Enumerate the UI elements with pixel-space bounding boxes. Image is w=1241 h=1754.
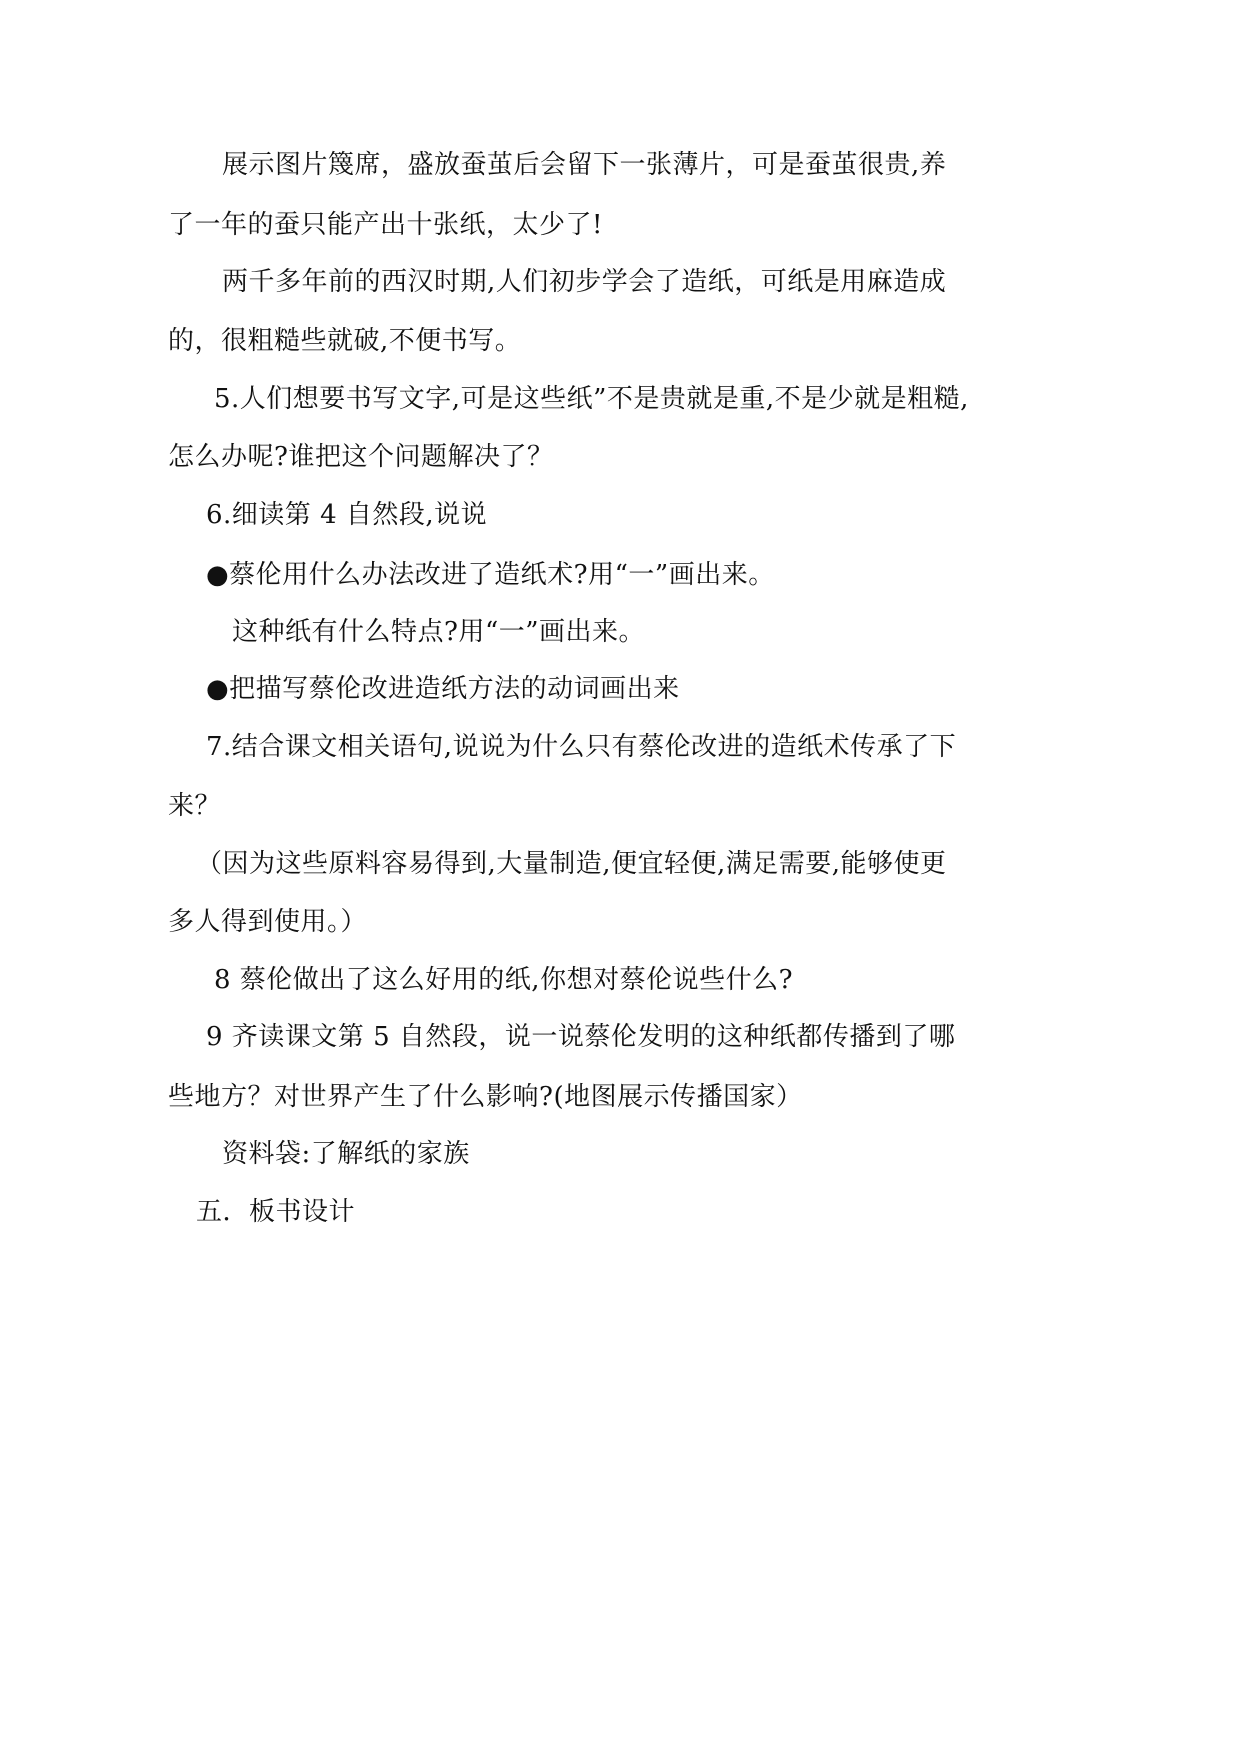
paragraph-line: 些地方？对世界产生了什么影响?(地图展示传播国家） xyxy=(168,1082,803,1112)
paragraph-line: 资料袋:了解纸的家族 xyxy=(222,1139,470,1169)
list-item: 7.结合课文相关语句,说说为什么只有蔡伦改进的造纸术传承了下 xyxy=(206,732,957,762)
list-item: 6.细读第 4 自然段,说说 xyxy=(206,500,488,530)
paragraph-line: 5.人们想要书写文字,可是这些纸”不是贵就是重,不是少就是粗糙, xyxy=(214,384,969,414)
list-item: 9 齐读课文第 5 自然段，说一说蔡伦发明的这种纸都传播到了哪 xyxy=(206,1022,956,1052)
list-item: 8 蔡伦做出了这么好用的纸,你想对蔡伦说些什么? xyxy=(214,965,794,995)
paragraph-line: 来？ xyxy=(168,791,222,821)
paragraph-line: 两千多年前的西汉时期,人们初步学会了造纸，可纸是用麻造成 xyxy=(222,267,947,297)
paragraph-line: 多人得到使用。） xyxy=(168,907,368,937)
paragraph-line: （因为这些原料容易得到,大量制造,便宜轻便,满足需要,能够使更 xyxy=(196,849,947,879)
paragraph-line: 了一年的蚕只能产出十张纸，太少了! xyxy=(168,210,603,240)
bullet-item: ●把描写蔡伦改进造纸方法的动词画出来 xyxy=(206,674,680,704)
paragraph-line: 怎么办呢?谁把这个问题解决了？ xyxy=(168,442,554,472)
paragraph-line: 这种纸有什么特点?用“一”画出来。 xyxy=(232,617,646,647)
bullet-item: ●蔡伦用什么办法改进了造纸术?用“一”画出来。 xyxy=(206,560,775,590)
paragraph-line: 的，很粗糙些就破,不便书写。 xyxy=(168,326,522,356)
section-heading: 五．板书设计 xyxy=(196,1197,356,1227)
paragraph-line: 展示图片篾席，盛放蚕茧后会留下一张薄片，可是蚕茧很贵,养 xyxy=(222,150,947,180)
